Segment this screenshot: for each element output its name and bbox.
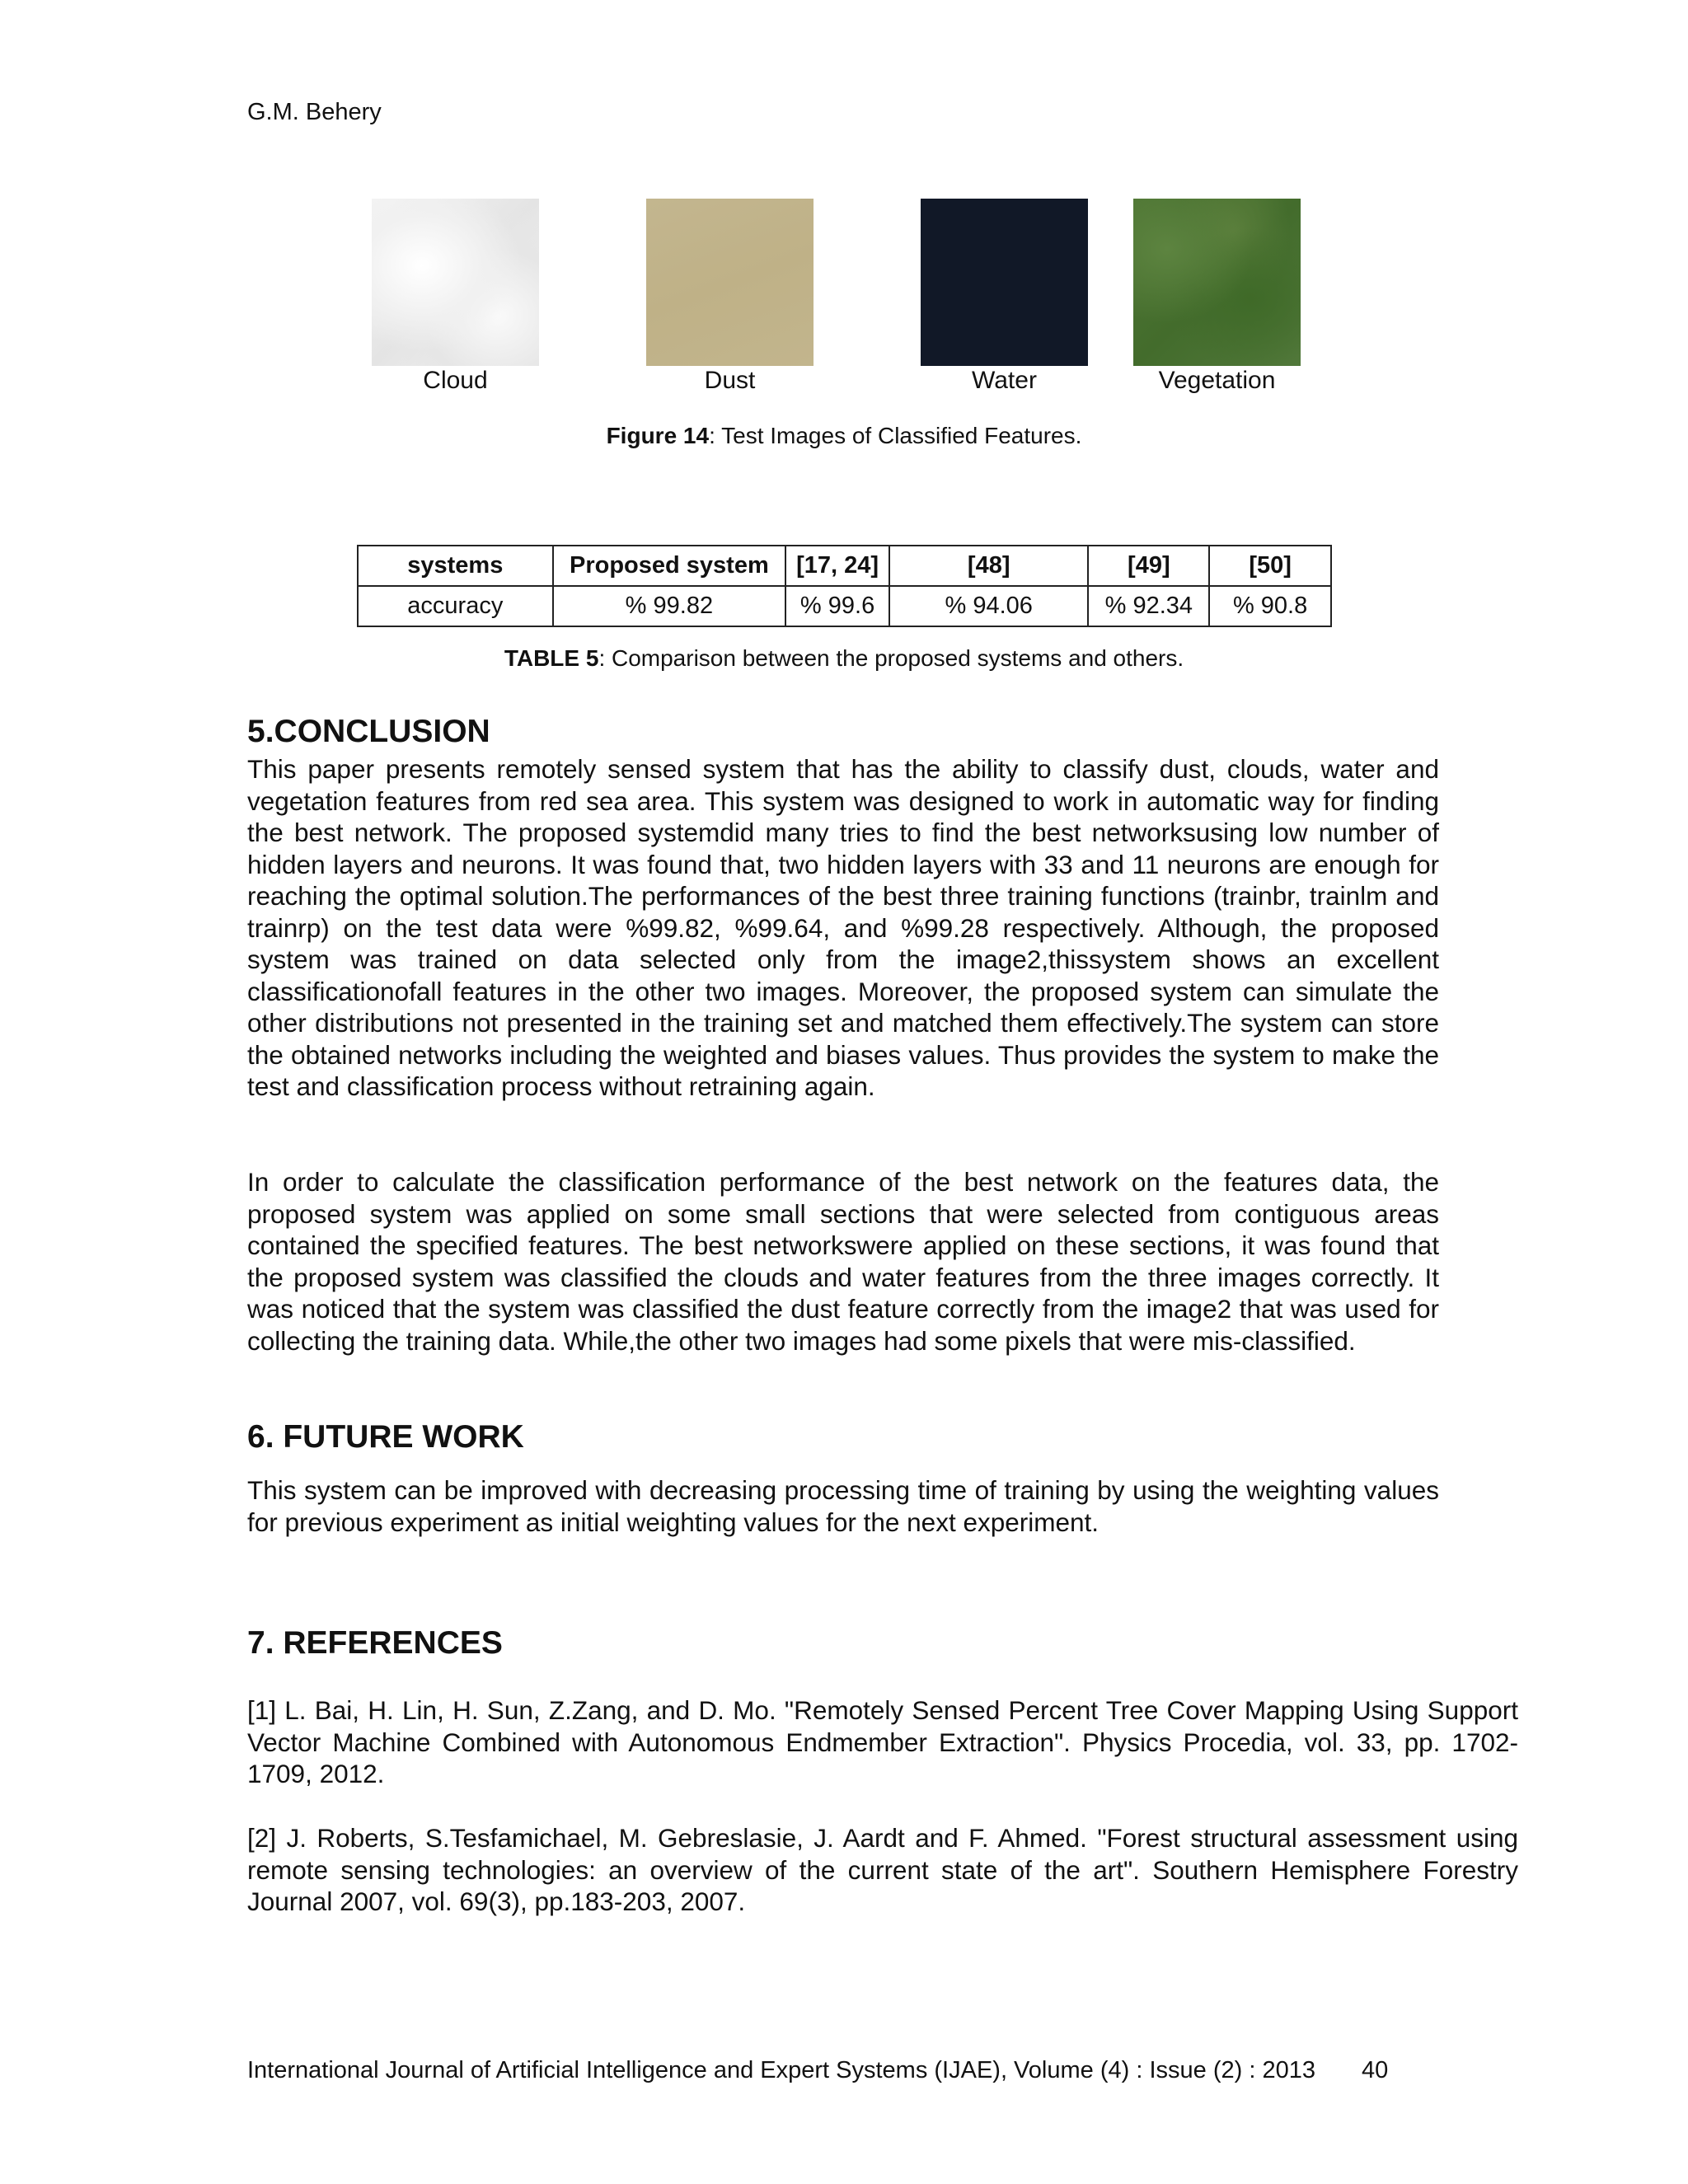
- figure-caption-label: Figure 14: [606, 423, 710, 448]
- dust-image: [646, 199, 814, 366]
- conclusion-heading: 5.CONCLUSION: [247, 714, 490, 749]
- feature-label: Water: [972, 367, 1037, 394]
- feature-cloud: [372, 199, 539, 396]
- feature-label: Cloud: [423, 367, 488, 394]
- journal-citation: International Journal of Artificial Intelligence and Expert Systems (IJAE), Volume (4) : Issue (2) : 2013: [247, 2057, 1315, 2083]
- table-header-cell: [49]: [1088, 546, 1209, 586]
- reference-item: [2] J. Roberts, S.Tesfamichael, M. Gebreslasie, J. Aardt and F. Ahmed. "Forest structural assessment using remote sensing technologies: an overview of the current state of the art". Southern Hemisphere Forestry Journal 2007, vol. 69(3), pp.183-203, 2007.: [247, 1823, 1518, 1916]
- table-header-cell: [50]: [1209, 546, 1331, 586]
- feature-label: Dust: [704, 367, 756, 394]
- table-header-row: [358, 546, 1331, 586]
- table-caption: [0, 645, 1688, 672]
- conclusion-paragraph-1: This paper presents remotely sensed system that has the ability to classify dust, clouds, water and vegetation features from red sea area. This system was designed to work in automatic way for finding the best network. The proposed systemdid many tries to find the best networksusing low number of hidden layers and neurons. It was found that, two hidden layers with 33 and 11 neurons are enough for reaching the optimal solution.The performances of the best three training functions (trainbr, trainlm and trainrp) on the test data were %99.82, %99.64, and %99.28 respectively. Although, the proposed system was trained on data selected only from the image2,thissystem shows an excellent classificationofall features in the other two images. Moreover, the proposed system can simulate the other distributions not presented in the training set and matched them effectively.The system can store the obtained networks including the weighted and biases values. Thus provides the system to make the test and classification process without retraining again.: [247, 754, 1439, 1101]
- reference-item: [1] L. Bai, H. Lin, H. Sun, Z.Zang, and D. Mo. "Remotely Sensed Percent Tree Cover Mapping Using Support Vector Machine Combined with Autonomous Endmember Extraction". Physics Procedia, vol. 33, pp. 1702-1709, 2012.: [247, 1695, 1518, 1788]
- table-header-cell: systems: [358, 546, 553, 586]
- page-footer: [247, 2057, 1388, 2084]
- figure-caption-text: : Test Images of Classified Features.: [709, 423, 1082, 448]
- table-cell: accuracy: [358, 586, 553, 626]
- table-caption-text: : Comparison between the proposed systems and others.: [598, 645, 1184, 671]
- feature-dust: [646, 199, 814, 396]
- table-cell: % 90.8: [1209, 586, 1331, 626]
- page-number: 40: [1361, 2057, 1389, 2083]
- vegetation-image: [1133, 199, 1301, 366]
- feature-vegetation: [1133, 199, 1301, 396]
- references-heading: 7. REFERENCES: [247, 1625, 503, 1661]
- water-image: [921, 199, 1088, 366]
- cloud-image: [372, 199, 539, 366]
- feature-water: [921, 199, 1088, 396]
- feature-label: Vegetation: [1158, 367, 1276, 394]
- running-head: G.M. Behery: [247, 99, 382, 125]
- future-work-heading: 6. FUTURE WORK: [247, 1419, 524, 1455]
- table-cell: % 99.82: [553, 586, 786, 626]
- table-cell: % 99.6: [785, 586, 889, 626]
- table-header-cell: [48]: [889, 546, 1088, 586]
- table-caption-label: TABLE 5: [504, 645, 599, 671]
- table-row: [358, 586, 1331, 626]
- table-header-cell: Proposed system: [553, 546, 786, 586]
- table-header-cell: [17, 24]: [785, 546, 889, 586]
- figure-caption: [0, 423, 1688, 449]
- table-cell: % 94.06: [889, 586, 1088, 626]
- future-work-paragraph: This system can be improved with decreasing processing time of training by using the weighting values for previous experiment as initial weighting values for the next experiment.: [247, 1475, 1439, 1537]
- conclusion-paragraph-2: In order to calculate the classification performance of the best network on the features data, the proposed system was applied on some small sections that were selected from contiguous areas contained the specified features. The best networkswere applied on these sections, it was found that the proposed system was classified the clouds and water features from the three images correctly. It was noticed that the system was classified the dust feature correctly from the image2 that was used for collecting the training data. While,the other two images had some pixels that were mis-classified.: [247, 1167, 1439, 1356]
- table-cell: % 92.34: [1088, 586, 1209, 626]
- comparison-table: [357, 545, 1332, 627]
